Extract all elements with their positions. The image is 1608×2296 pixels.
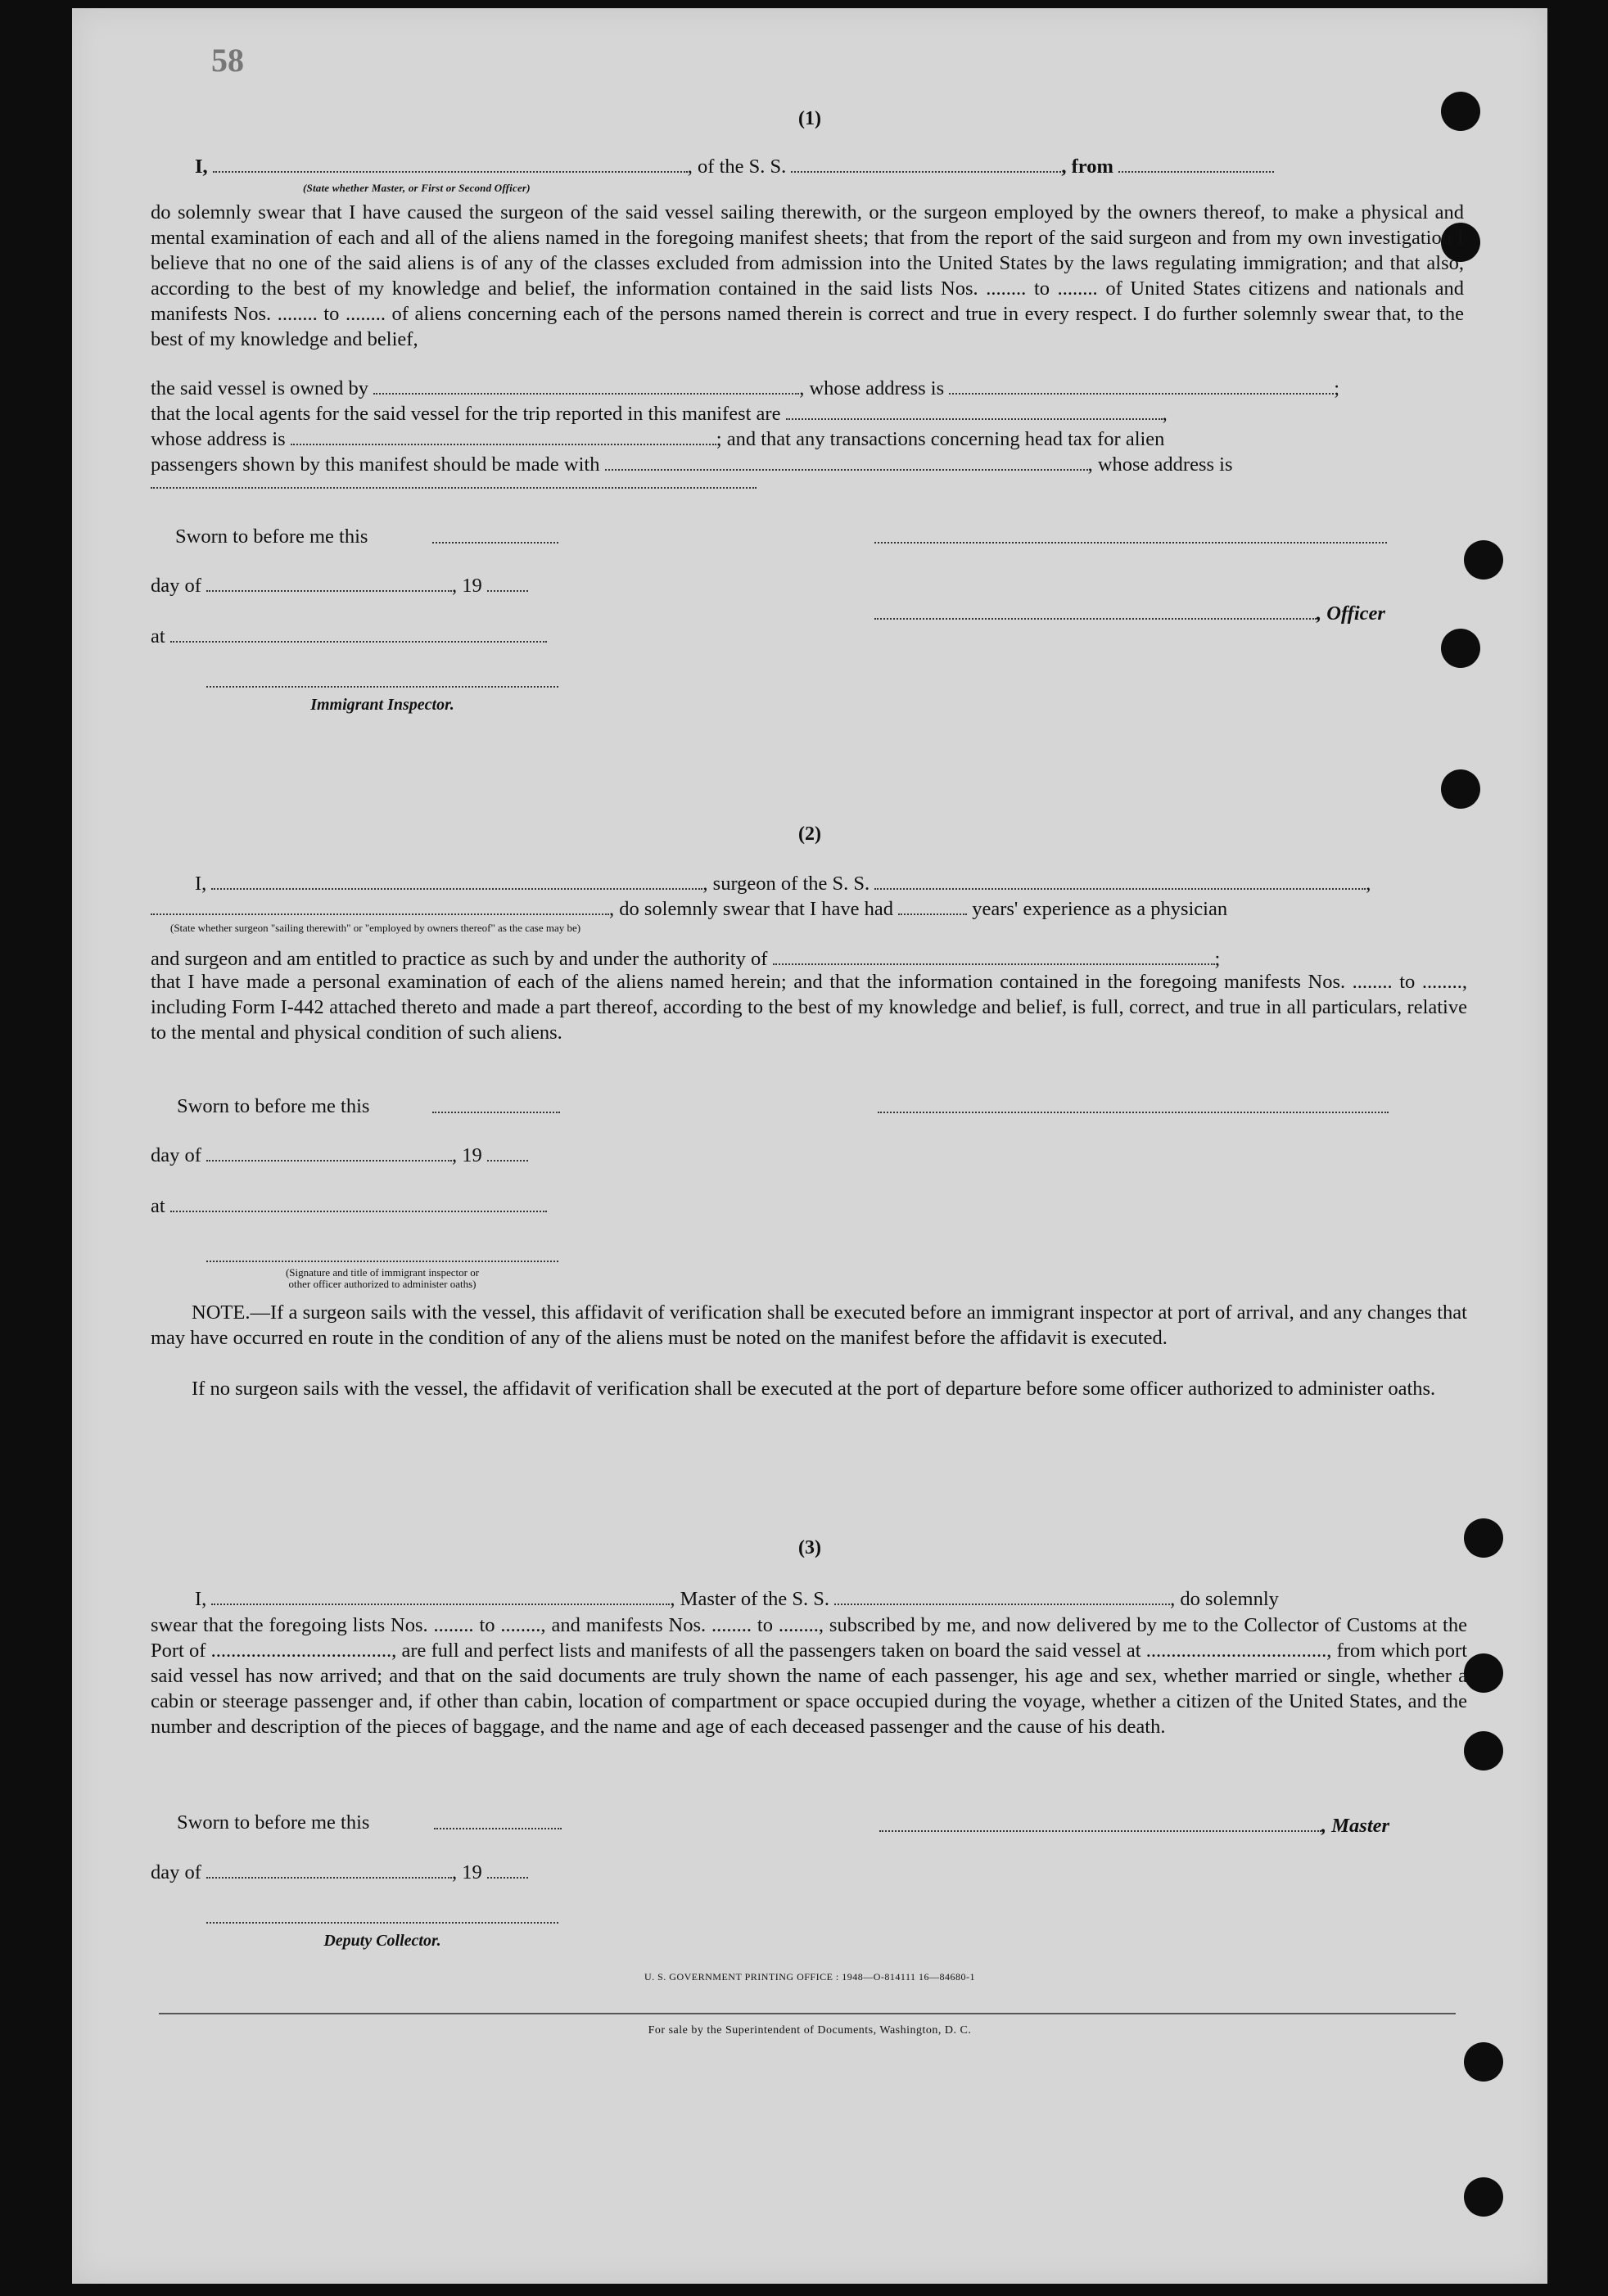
punch-hole xyxy=(1464,2042,1503,2082)
of-ss-label: , of the S. S. xyxy=(687,156,787,178)
corner-mark: 58 xyxy=(211,42,244,79)
manifest-verification-page xyxy=(72,8,1547,2284)
punch-hole xyxy=(1464,540,1503,580)
note-1-text: —If a surgeon sails with the vessel, this affidavit of verification shall be executed before an immigrant inspector at port of arrival, and any changes that may have occurred en route in the condition of any of the aliens must be noted on the manifest before the affidavit is executed. xyxy=(151,1301,1467,1349)
punch-hole xyxy=(1464,1653,1503,1693)
day-of-line-2 xyxy=(151,1144,528,1167)
note-label: NOTE. xyxy=(192,1301,251,1324)
year-field-2[interactable] xyxy=(487,1145,528,1162)
year-label-3: , 19 xyxy=(452,1861,482,1883)
head-tax-label: ; and that any transactions concerning head tax for alien xyxy=(716,428,1165,450)
section-2-number: (2) xyxy=(798,823,821,845)
local-agents-field[interactable] xyxy=(786,404,1163,420)
sworn-day-field-1[interactable] xyxy=(432,542,558,544)
day-of-label-3: day of xyxy=(151,1861,201,1883)
at-label-1: at xyxy=(151,625,165,647)
surgeon-signature-field[interactable] xyxy=(878,1112,1389,1113)
at-line-1 xyxy=(151,625,547,648)
master-sign-line xyxy=(879,1815,1389,1838)
role-field[interactable] xyxy=(213,156,688,173)
authority-field[interactable] xyxy=(773,949,1215,965)
section-1-i-label: I, xyxy=(195,156,208,178)
surgeon-line: I, , surgeon of the S. S. , xyxy=(195,873,1371,895)
witness-signature-field[interactable] xyxy=(206,1261,558,1262)
year-label-2: , 19 xyxy=(452,1144,482,1166)
punch-hole xyxy=(1464,2177,1503,2217)
day-of-label-2: day of xyxy=(151,1144,201,1166)
vessel-name-field[interactable] xyxy=(791,156,1061,173)
owner-address-field[interactable] xyxy=(949,378,1334,395)
section-1-role-note: (State whether Master, or First or Second Officer) xyxy=(303,182,531,194)
section-1-paragraph: do solemnly swear that I have caused the surgeon of the said vessel sailing therewith, or the surgeon employed by the owners thereof, to make a physical and mental examination of each and all of the aliens named in the foregoing manifest sheets; that from the report of the said surgeon and from my own investigation I believe that no one of the said aliens is of any of the classes excluded from admission into the United States by the laws regulating immigration; and that also, according to the best of my knowledge and belief, the information contained in the said lists Nos. ........ to ........ of United States citizens and nationals and manifests Nos. ........ to ........ of aliens concerning each of the persons named therein is correct and true in every respect. I do further solemnly swear that, to the best of my knowledge and belief, xyxy=(151,201,1464,350)
passengers-label: passengers shown by this manifest should be made with xyxy=(151,453,600,476)
do-solemnly-label: , do solemnly xyxy=(1170,1588,1279,1610)
punch-hole xyxy=(1441,629,1480,668)
inspector-signature-field[interactable] xyxy=(206,686,558,688)
solemnly-line xyxy=(151,898,1227,921)
section-2-paragraph: that I have made a personal examination of each of the aliens named herein; and that the information contained in the foregoing manifests Nos. ........ to ........, including Form I-442 attached thereto and made a part thereof, according to the best of my knowledge and belief, is full, correct, and true in all particulars, relative to the mental and physical condition of such aliens. xyxy=(151,971,1467,1044)
section-2-role-note: (State whether surgeon "sailing therewith" or "employed by owners thereof" as the case may be) xyxy=(170,922,581,934)
master-vessel-field[interactable] xyxy=(834,1589,1170,1605)
month-field-3[interactable] xyxy=(206,1862,452,1879)
from-port-field[interactable] xyxy=(1118,156,1274,173)
day-of-line-1 xyxy=(151,575,528,598)
footer-rule xyxy=(159,2013,1456,2014)
section-1-number: (1) xyxy=(798,108,821,129)
officer-label: , Officer xyxy=(1317,602,1385,625)
master-line xyxy=(195,1588,1279,1611)
immigrant-inspector-label: Immigrant Inspector. xyxy=(310,696,454,714)
officer-line xyxy=(874,602,1385,625)
day-of-label-1: day of xyxy=(151,575,201,597)
agent-address-field[interactable] xyxy=(291,429,716,445)
officer-signature-field[interactable] xyxy=(874,603,1317,620)
officer-signature-field-top[interactable] xyxy=(874,542,1387,544)
punch-hole xyxy=(1441,769,1480,809)
note-1 xyxy=(151,1300,1467,1351)
year-field-3[interactable] xyxy=(487,1862,528,1879)
agent-address-label: whose address is xyxy=(151,428,286,450)
punch-hole xyxy=(1464,1731,1503,1770)
section-1-header-line xyxy=(195,156,1274,178)
section-2-i-label: I, xyxy=(195,873,207,895)
sworn-label-3: Sworn to before me this xyxy=(177,1811,370,1834)
head-tax-contact-field[interactable] xyxy=(605,454,1088,471)
day-of-line-3 xyxy=(151,1861,528,1884)
at-line-2 xyxy=(151,1195,547,1218)
section-3-i-label: I, xyxy=(195,1588,207,1610)
master-label: , Master xyxy=(1321,1815,1390,1837)
authority-line: and surgeon and am entitled to practice as such by and under the authority of ; xyxy=(151,948,1221,970)
surgeon-role-field[interactable] xyxy=(151,899,609,915)
sworn-day-field-3[interactable] xyxy=(434,1828,562,1829)
surgeon-name-field[interactable] xyxy=(211,873,702,890)
master-name-field[interactable] xyxy=(211,1589,670,1605)
at-place-field-1[interactable] xyxy=(170,626,547,643)
printing-office-line: U. S. GOVERNMENT PRINTING OFFICE : 1948—O-814111 16—84680-1 xyxy=(644,1971,976,1982)
master-of-label: , Master of the S. S. xyxy=(670,1588,830,1610)
owned-by-line: the said vessel is owned by , whose address is ; xyxy=(151,377,1340,399)
at-place-field-2[interactable] xyxy=(170,1196,547,1212)
passengers-line xyxy=(151,453,1233,476)
note-2: If no surgeon sails with the vessel, the affidavit of verification shall be executed at the port of departure before some officer authorized to administer oaths. xyxy=(192,1378,1436,1400)
section-3-paragraph: swear that the foregoing lists Nos. ........ to ........, and manifests Nos. ........ to ........, subscribed by me, and now delivered by me to the Collector of Customs at the Port of ...................................., are full and perfect lists and manifests of all the passengers taken on board the said vessel at ...................................., from which port said vessel has now arrived; and that on the said documents are truly shown the name of each passenger, his age and sex, whether married or single, whether a cabin or steerage passenger and, if other than cabin, location of compartment or space occupied during the voyage, whether a citizen of the United States, and the number and description of the pieces of baggage, and the name and age of each deceased passenger and the cause of his death. xyxy=(151,1614,1467,1738)
month-field-1[interactable] xyxy=(206,575,452,592)
surgeon-vessel-field[interactable] xyxy=(874,873,1366,890)
sworn-day-field-2[interactable] xyxy=(432,1112,560,1113)
sworn-label-2: Sworn to before me this xyxy=(177,1095,370,1117)
owned-by-label: the said vessel is owned by xyxy=(151,377,369,399)
for-sale-line: For sale by the Superintendent of Documents, Washington, D. C. xyxy=(648,2024,972,2037)
master-signature-field[interactable] xyxy=(879,1816,1321,1832)
from-label: , from xyxy=(1061,156,1113,178)
year-label-1: , 19 xyxy=(452,575,482,597)
agent-address-line xyxy=(151,428,1164,451)
signature-note-line-1: (Signature and title of immigrant inspector or xyxy=(285,1266,480,1279)
month-field-2[interactable] xyxy=(206,1145,452,1162)
deputy-collector-label: Deputy Collector. xyxy=(323,1932,441,1950)
contact-address-field[interactable] xyxy=(151,487,757,489)
local-agents-label: that the local agents for the said vessel for the trip reported in this manifest are xyxy=(151,403,781,425)
years-experience-field[interactable] xyxy=(898,899,967,915)
sworn-label-1: Sworn to before me this xyxy=(175,526,368,548)
section-3-number: (3) xyxy=(798,1537,821,1558)
whose-address-end-label: , whose address is xyxy=(1087,453,1233,476)
authority-label: and surgeon and am entitled to practice as such by and under the authority of xyxy=(151,948,768,970)
whose-address-label: , whose address is xyxy=(799,377,945,399)
surgeon-of-label: , surgeon of the S. S. xyxy=(702,873,870,895)
witness-signature-note xyxy=(206,1267,558,1290)
owner-field[interactable] xyxy=(373,378,799,395)
signature-note-line-2: other officer authorized to administer oaths) xyxy=(288,1278,477,1290)
local-agents-line: that the local agents for the said vessel for the trip reported in this manifest are , xyxy=(151,403,1168,425)
solemnly-label: , do solemnly swear that I have had xyxy=(609,898,893,920)
years-label: years' experience as a physician xyxy=(972,898,1228,920)
year-field-1[interactable] xyxy=(487,575,528,592)
at-label-2: at xyxy=(151,1195,165,1217)
deputy-signature-field[interactable] xyxy=(206,1922,558,1924)
